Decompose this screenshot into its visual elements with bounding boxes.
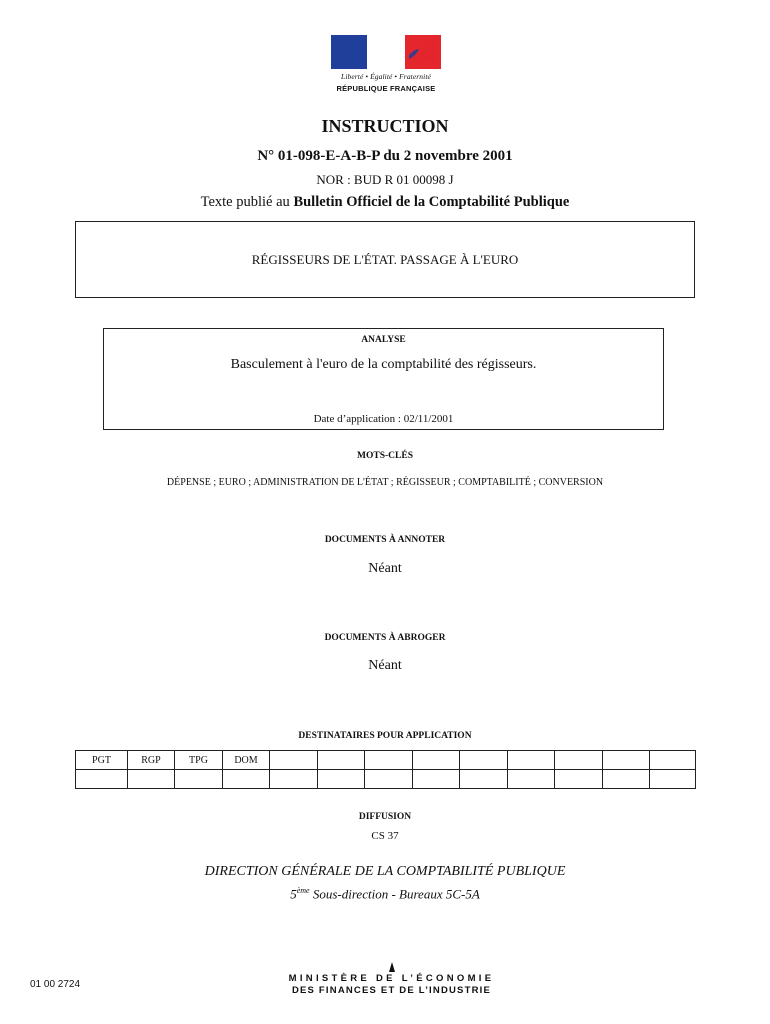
recipients-header-row — [76, 751, 696, 770]
republic-motto: Liberté • Égalité • Fraternité — [341, 72, 431, 81]
analyse-box — [103, 328, 664, 430]
republique-francaise-logo — [331, 35, 441, 97]
recipients-col-13 — [650, 751, 696, 770]
ministry-logo — [284, 962, 499, 996]
recipients-cell — [270, 770, 318, 789]
recipients-col-7 — [365, 751, 413, 770]
recipients-value-row — [76, 770, 696, 789]
recipients-col-4: DOM — [223, 751, 270, 770]
republic-name: RÉPUBLIQUE FRANÇAISE — [336, 84, 436, 93]
recipients-col-5 — [270, 751, 318, 770]
recipients-cell — [460, 770, 508, 789]
recipients-cell — [175, 770, 223, 789]
document-title: INSTRUCTION — [321, 116, 449, 136]
subject-text: RÉGISSEURS DE L'ÉTAT. PASSAGE À L'EURO — [251, 252, 519, 267]
direction-name: DIRECTION GÉNÉRALE DE LA COMPTABILITÉ PUBLIQUE — [204, 864, 566, 879]
ministry-line-1: MINISTÈRE DE L’ÉCONOMIE — [288, 973, 495, 984]
tricolour-flag-icon — [331, 35, 441, 69]
analyse-text: Basculement à l'euro de la comptabilité des régisseurs. — [230, 357, 537, 372]
document-reference: 01 00 2724 — [30, 979, 81, 990]
annotate-value: Néant — [368, 561, 402, 576]
recipients-col-9 — [460, 751, 508, 770]
recipients-cell — [508, 770, 555, 789]
abrogate-value: Néant — [368, 658, 402, 673]
recipients-table — [75, 750, 696, 789]
recipients-cell — [650, 770, 696, 789]
sub-direction — [0, 886, 770, 902]
publication-line — [0, 194, 770, 211]
recipients-cell — [318, 770, 365, 789]
recipients-col-2: RGP — [128, 751, 175, 770]
recipients-cell — [128, 770, 175, 789]
recipients-col-6 — [318, 751, 365, 770]
marianne-profile-icon — [407, 35, 437, 69]
recipients-cell — [223, 770, 270, 789]
recipients-cell — [603, 770, 650, 789]
diffusion-value: CS 37 — [371, 830, 399, 842]
instruction-number: N° 01-098-E-A-B-P du 2 novembre 2001 — [257, 148, 513, 164]
analyse-heading: ANALYSE — [361, 335, 406, 345]
recipients-heading: DESTINATAIRES POUR APPLICATION — [298, 731, 472, 741]
recipients-cell — [76, 770, 128, 789]
recipients-col-8 — [413, 751, 460, 770]
abrogate-heading: DOCUMENTS À ABROGER — [324, 633, 446, 643]
publication-bulletin: Bulletin Officiel de la Comptabilité Publique — [293, 194, 570, 210]
publication-prefix: Texte publié au — [200, 194, 294, 210]
recipients-col-1: PGT — [76, 751, 128, 770]
annotate-heading: DOCUMENTS À ANNOTER — [324, 535, 446, 545]
application-date: Date d’application : 02/11/2001 — [313, 413, 454, 425]
recipients-cell — [365, 770, 413, 789]
sub-direction-number: 5 — [290, 886, 297, 902]
ministry-mark-icon — [388, 962, 396, 972]
sub-direction-text: Sous-direction - Bureaux 5C-5A — [309, 886, 480, 902]
ministry-line-2: DES FINANCES ET DE L’INDUSTRIE — [291, 985, 492, 996]
subject-box — [75, 221, 695, 298]
keywords-list: DÉPENSE ; EURO ; ADMINISTRATION DE L'ÉTAT ; RÉGISSEUR ; COMPTABILITÉ ; CONVERSION — [166, 477, 604, 488]
recipients-col-12 — [603, 751, 650, 770]
diffusion-heading: DIFFUSION — [358, 812, 412, 822]
recipients-col-3: TPG — [175, 751, 223, 770]
keywords-heading: MOTS-CLÉS — [357, 451, 413, 461]
recipients-cell — [413, 770, 460, 789]
recipients-col-11 — [555, 751, 603, 770]
recipients-cell — [555, 770, 603, 789]
sub-direction-ordinal: ème — [296, 886, 310, 895]
nor-reference: NOR : BUD R 01 00098 J — [316, 172, 454, 187]
recipients-col-10 — [508, 751, 555, 770]
